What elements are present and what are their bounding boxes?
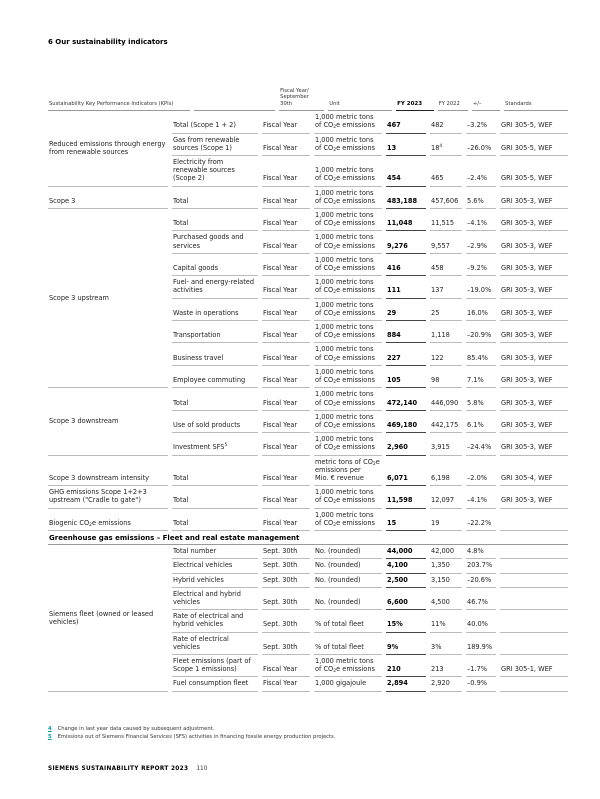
standards-value [500, 596, 568, 610]
unit: 1,000 metric tons of $CO_2e$ emissions [314, 231, 382, 253]
table-row [168, 545, 568, 559]
fy2023-value: 469,180 [386, 419, 426, 433]
standards-value: GRI 305-1, WEF [500, 663, 568, 677]
unit-line-1: 1,000 metric tons [315, 345, 374, 354]
unit: 1,000 metric tons of $CO_2e$ emissions [314, 164, 382, 186]
period: Sept. 30th [262, 641, 310, 655]
unit: 1,000 metric tons of $CO_2e$ emissions [314, 299, 382, 321]
footnote-number[interactable]: 4 [48, 726, 52, 732]
indicator-group [48, 486, 568, 508]
sub-indicator: Total [172, 397, 258, 411]
table-row [168, 411, 568, 433]
fy2022-value: 9,557 [430, 240, 462, 254]
unit-line-1: 1,000 metric tons [315, 188, 374, 197]
table-row [168, 509, 568, 531]
change-value: –0.9% [466, 677, 496, 691]
change-value: –19.0% [466, 284, 496, 298]
period: Fiscal Year [262, 441, 310, 455]
fy2022-value: 6,198 [430, 472, 462, 486]
group-label: Scope 3 upstream [48, 209, 168, 388]
period: Sept. 30th [262, 618, 310, 632]
table-row [168, 633, 568, 655]
fy2022-value: 442,175 [430, 419, 462, 433]
fy2022-value: 482 [430, 119, 462, 133]
fy2023-value: 6,600 [386, 596, 426, 610]
table-row [168, 187, 568, 209]
fy2023-value: 105 [386, 374, 426, 388]
unit-line-1: 1,000 metric tons [315, 367, 374, 376]
standards-value: GRI 305-3, WEF [500, 441, 568, 455]
indicator-group [48, 111, 568, 186]
period: Fiscal Year [262, 677, 310, 691]
sub-indicator: Gas from renewable sources (Scope 1) [172, 134, 258, 156]
fy2022-value: 3,150 [430, 574, 462, 588]
indicator-group [48, 456, 568, 487]
standards-value: GRI 305-4, WEF [500, 472, 568, 486]
standards-value [500, 574, 568, 588]
unit: 1,000 metric tons of $CO_2e$ emissions [314, 411, 382, 433]
standards-value: GRI 305-5, WEF [500, 119, 568, 133]
fy2023-value: 11,048 [386, 217, 426, 231]
fy2023-value: 884 [386, 329, 426, 343]
sub-indicator: Investment SFS$^5$ [172, 441, 258, 455]
fy2023-value: 6,071 [386, 472, 426, 486]
fy2023-value: 9,276 [386, 240, 426, 254]
unit-line-1: 1,000 metric tons [315, 412, 374, 421]
fy2022-value: 19 [430, 517, 462, 531]
fy2023-value: 2,960 [386, 441, 426, 455]
sub-indicator: Total [172, 472, 258, 486]
section-title: 6 Our sustainability indicators [48, 38, 168, 46]
fy2023-value: 15 [386, 517, 426, 531]
unit: No. (rounded) [314, 596, 382, 610]
change-value: –3.2% [466, 119, 496, 133]
period: Sept. 30th [262, 574, 310, 588]
standards-value [500, 559, 568, 573]
sub-indicator: Fuel consumption fleet [172, 677, 258, 691]
footnote-4 [48, 725, 335, 733]
sub-indicator: Use of sold products [172, 419, 258, 433]
indicator-group [48, 187, 568, 209]
period: Fiscal Year [262, 419, 310, 433]
unit-line-1: 1,000 metric tons [315, 166, 374, 175]
table-body [48, 111, 568, 691]
fy2022-value: 458 [430, 262, 462, 276]
period: Fiscal Year [262, 172, 310, 186]
change-value: 46.7% [466, 596, 496, 610]
header-fy2022: FY 2022 [438, 99, 468, 111]
change-value: 4.8% [466, 545, 496, 559]
table-row [168, 388, 568, 410]
table-row [168, 299, 568, 321]
period: Sept. 30th [262, 545, 310, 559]
header-fy2023: FY 2023 [396, 99, 434, 111]
standards-value: GRI 305-3, WEF [500, 284, 568, 298]
table-row [168, 343, 568, 365]
change-value: 5.8% [466, 397, 496, 411]
table-row [168, 134, 568, 156]
change-value: 16.0% [466, 307, 496, 321]
table-row [168, 366, 568, 388]
table-row [168, 111, 568, 133]
footnote-5 [48, 733, 335, 741]
fy2023-value: 483,188 [386, 195, 426, 209]
standards-value: GRI 305-3, WEF [500, 374, 568, 388]
header-standards: Standards [504, 99, 568, 111]
group-label: Scope 3 downstream intensity [48, 456, 168, 487]
period: Fiscal Year [262, 352, 310, 366]
fy2023-value: 111 [386, 284, 426, 298]
indicator-group [48, 545, 568, 691]
table-row [168, 209, 568, 231]
unit: % of total fleet [314, 618, 382, 632]
period: Fiscal Year [262, 494, 310, 508]
period: Fiscal Year [262, 240, 310, 254]
unit-line-1: 1,000 metric tons [315, 510, 374, 519]
unit-line-1: 1,000 metric tons [315, 435, 374, 444]
fy2022-value: 137 [430, 284, 462, 298]
footnote-text: Change in last year data caused by subsequent adjustment. [57, 726, 215, 732]
unit: 1,000 metric tons of $CO_2e$ emissions [314, 655, 382, 677]
header-kpi: Sustainability Key Performance Indicators (KPIs) [48, 99, 190, 111]
fy2022-value: 12,097 [430, 494, 462, 508]
table-row [168, 156, 568, 187]
unit-line-1: 1,000 metric tons [315, 278, 374, 287]
unit-line-1: 1,000 metric tons [315, 211, 374, 220]
unit: 1,000 metric tons of $CO_2e$ emissions [314, 111, 382, 133]
sub-indicator: Capital goods [172, 262, 258, 276]
period: Fiscal Year [262, 217, 310, 231]
unit: No. (rounded) [314, 545, 382, 559]
table-row [168, 254, 568, 276]
footnotes [48, 725, 335, 741]
unit: 1,000 metric tons of $CO_2e$ emissions [314, 254, 382, 276]
standards-value: GRI 305-3, WEF [500, 217, 568, 231]
unit: 1,000 metric tons of $CO_2e$ emissions [314, 366, 382, 388]
fy2022-value: 213 [430, 663, 462, 677]
fy2023-value: 29 [386, 307, 426, 321]
standards-value [500, 517, 568, 531]
fy2022-value: 25 [430, 307, 462, 321]
standards-value: GRI 305-3, WEF [500, 397, 568, 411]
sub-indicator: Business travel [172, 352, 258, 366]
sub-indicator: Employee commuting [172, 374, 258, 388]
table-row [168, 574, 568, 588]
fy2022-value: 122 [430, 352, 462, 366]
fy2022-value: 1,118 [430, 329, 462, 343]
standards-value: GRI 305-3, WEF [500, 307, 568, 321]
header-change: +/– [472, 99, 500, 111]
footnote-text: Emissions out of Siemens Financial Services (SFS) activities in financing fossile energy production projects. [57, 734, 336, 740]
group-label: Biogenic $CO_2e$ emissions [48, 509, 168, 531]
change-value: –2.9% [466, 240, 496, 254]
standards-value [500, 677, 568, 691]
group-label: Scope 3 downstream [48, 388, 168, 455]
fy2022-value: 3% [430, 641, 462, 655]
indicator-group [48, 388, 568, 455]
sub-indicator: Total (Scope 1 + 2) [172, 119, 258, 133]
table-row [168, 677, 568, 691]
sub-indicator: Transportation [172, 329, 258, 343]
unit-line-1: 1,000 metric tons [315, 656, 374, 665]
standards-value: GRI 305-5, WEF [500, 142, 568, 156]
group-label: Siemens fleet (owned or leased vehicles) [48, 545, 168, 691]
change-value: –24.4% [466, 441, 496, 455]
unit: 1,000 metric tons of $CO_2e$ emissions [314, 321, 382, 343]
change-value: –20.6% [466, 574, 496, 588]
fy2023-value: 15% [386, 618, 426, 632]
period: Fiscal Year [262, 397, 310, 411]
fy2022-value: 446,090 [430, 397, 462, 411]
unit-line-1: 1,000 metric tons [315, 323, 374, 332]
change-value: –2.0% [466, 472, 496, 486]
fy2022-value: 2,920 [430, 677, 462, 691]
unit: 1,000 gigajoule [314, 677, 382, 691]
sub-indicator: Fleet emissions (part of Scope 1 emissions) [172, 655, 258, 677]
period: Fiscal Year [262, 374, 310, 388]
period: Fiscal Year [262, 284, 310, 298]
unit: 1,000 metric tons of $CO_2e$ emissions [314, 388, 382, 410]
kpi-table [48, 86, 568, 692]
page-number: 110 [196, 766, 208, 772]
period: Fiscal Year [262, 262, 310, 276]
standards-value [500, 641, 568, 655]
fy2022-value: 4,500 [430, 596, 462, 610]
fy2022-value: 11,515 [430, 217, 462, 231]
unit-line-1: 1,000 metric tons [315, 300, 374, 309]
standards-value: GRI 305-3, WEF [500, 352, 568, 366]
fy2022-value: 42,000 [430, 545, 462, 559]
period: Fiscal Year [262, 329, 310, 343]
unit: 1,000 metric tons of $CO_2e$ emissions [314, 187, 382, 209]
change-value: –4.1% [466, 217, 496, 231]
fy2023-value: 2,894 [386, 677, 426, 691]
fy2022-value: 465 [430, 172, 462, 186]
header-fiscal: Fiscal Year/ September 30th [279, 86, 324, 111]
unit: 1,000 metric tons of $CO_2e$ emissions [314, 209, 382, 231]
standards-value: GRI 305-3, WEF [500, 240, 568, 254]
change-value: 189.9% [466, 641, 496, 655]
unit: 1,000 metric tons of $CO_2e$ emissions [314, 433, 382, 455]
change-value: –9.2% [466, 262, 496, 276]
sub-indicator: Electrical and hybrid vehicles [172, 588, 258, 610]
header-blank [194, 99, 275, 111]
sub-indicator: Electrical vehicles [172, 559, 258, 573]
unit-line-1: 1,000 metric tons [315, 255, 374, 264]
table-row [168, 655, 568, 677]
indicator-group [48, 209, 568, 388]
change-value: –1.7% [466, 663, 496, 677]
section-band-title: Greenhouse gas emissions – Fleet and real estate management [48, 531, 568, 545]
report-title: SIEMENS SUSTAINABILITY REPORT 2023 [48, 766, 189, 772]
period: Fiscal Year [262, 472, 310, 486]
change-value: –26.0% [466, 142, 496, 156]
fy2023-value: 472,140 [386, 397, 426, 411]
change-value: 6.1% [466, 419, 496, 433]
group-label: GHG emissions Scope 1+2+3 upstream ("Cradle to gate") [48, 486, 168, 508]
change-value: 85.4% [466, 352, 496, 366]
fy2022-value: 457,606 [430, 195, 462, 209]
unit: No. (rounded) [314, 574, 382, 588]
fy2023-value: 210 [386, 663, 426, 677]
unit-line-1: 1,000 metric tons [315, 488, 374, 497]
sub-indicator: Rate of electrical and hybrid vehicles [172, 610, 258, 632]
change-value: 40.0% [466, 618, 496, 632]
unit-line-1: 1,000 metric tons [315, 233, 374, 242]
footnote-number[interactable]: 5 [48, 734, 52, 740]
fy2023-value: 2,500 [386, 574, 426, 588]
sub-indicator: Total [172, 195, 258, 209]
standards-value: GRI 305-3, WEF [500, 494, 568, 508]
fy2022-value: 1,350 [430, 559, 462, 573]
standards-value: GRI 305-5, WEF [500, 172, 568, 186]
table-row [168, 321, 568, 343]
fy2022-value: 3,915 [430, 441, 462, 455]
standards-value: GRI 305-3, WEF [500, 195, 568, 209]
sub-indicator: Total number [172, 545, 258, 559]
fy2023-value: 454 [386, 172, 426, 186]
period: Fiscal Year [262, 517, 310, 531]
table-row [168, 559, 568, 573]
unit: 1,000 metric tons of $CO_2e$ emissions [314, 509, 382, 531]
period: Fiscal Year [262, 119, 310, 133]
change-value: 5.6% [466, 195, 496, 209]
change-value: 203.7% [466, 559, 496, 573]
period: Sept. 30th [262, 596, 310, 610]
table-row [168, 610, 568, 632]
standards-value [500, 545, 568, 559]
fy2022-value: $18^4$ [430, 142, 462, 156]
table-row [168, 588, 568, 610]
unit-line-1: 1,000 metric tons [315, 113, 374, 122]
table-row [168, 456, 568, 487]
table-row [168, 486, 568, 508]
fy2023-value: 227 [386, 352, 426, 366]
table-row [168, 231, 568, 253]
period: Sept. 30th [262, 559, 310, 573]
period: Fiscal Year [262, 307, 310, 321]
table-row [168, 276, 568, 298]
sub-indicator: Rate of electrical vehicles [172, 633, 258, 655]
fy2023-value: 416 [386, 262, 426, 276]
sub-indicator: Total [172, 517, 258, 531]
fy2023-value: 11,598 [386, 494, 426, 508]
group-label: Reduced emissions through energy from renewable sources [48, 111, 168, 186]
fy2023-value: 9% [386, 641, 426, 655]
sub-indicator: Hybrid vehicles [172, 574, 258, 588]
change-value: –4.1% [466, 494, 496, 508]
period: Fiscal Year [262, 195, 310, 209]
standards-value: GRI 305-3, WEF [500, 419, 568, 433]
unit-line-1: 1,000 metric tons [315, 135, 374, 144]
table-row [168, 433, 568, 455]
period: Fiscal Year [262, 142, 310, 156]
table-header [48, 86, 568, 111]
group-label: Scope 3 [48, 187, 168, 209]
unit: 1,000 metric tons of $CO_2e$ emissions [314, 134, 382, 156]
sub-indicator: Fuel- and energy-related activities [172, 276, 258, 298]
change-value: –20.9% [466, 329, 496, 343]
standards-value [500, 618, 568, 632]
sub-indicator: Electricity from renewable sources (Scope 2) [172, 156, 258, 187]
sub-indicator: Waste in operations [172, 307, 258, 321]
change-value: –2.4% [466, 172, 496, 186]
unit: 1,000 metric tons of $CO_2e$ emissions [314, 343, 382, 365]
fy2023-value: 13 [386, 142, 426, 156]
unit: metric tons of $CO_2e$ emissions per Mio. € revenue [314, 456, 382, 487]
unit: 1,000 metric tons of $CO_2e$ emissions [314, 486, 382, 508]
fy2023-value: 467 [386, 119, 426, 133]
standards-value: GRI 305-3, WEF [500, 329, 568, 343]
change-value: 7.1% [466, 374, 496, 388]
fy2022-value: 98 [430, 374, 462, 388]
fy2022-value: 11% [430, 618, 462, 632]
sub-indicator: Total [172, 217, 258, 231]
page-footer [48, 766, 207, 772]
unit: % of total fleet [314, 641, 382, 655]
sub-indicator: Purchased goods and services [172, 231, 258, 253]
standards-value: GRI 305-3, WEF [500, 262, 568, 276]
sub-indicator: Total [172, 494, 258, 508]
unit-line-1: 1,000 metric tons [315, 390, 374, 399]
fy2023-value: 44,000 [386, 545, 426, 559]
period: Fiscal Year [262, 663, 310, 677]
fy2023-value: 4,100 [386, 559, 426, 573]
unit: 1,000 metric tons of $CO_2e$ emissions [314, 276, 382, 298]
unit: No. (rounded) [314, 559, 382, 573]
indicator-group [48, 509, 568, 531]
change-value: –22.2% [466, 517, 496, 531]
header-unit: Unit [328, 99, 392, 111]
